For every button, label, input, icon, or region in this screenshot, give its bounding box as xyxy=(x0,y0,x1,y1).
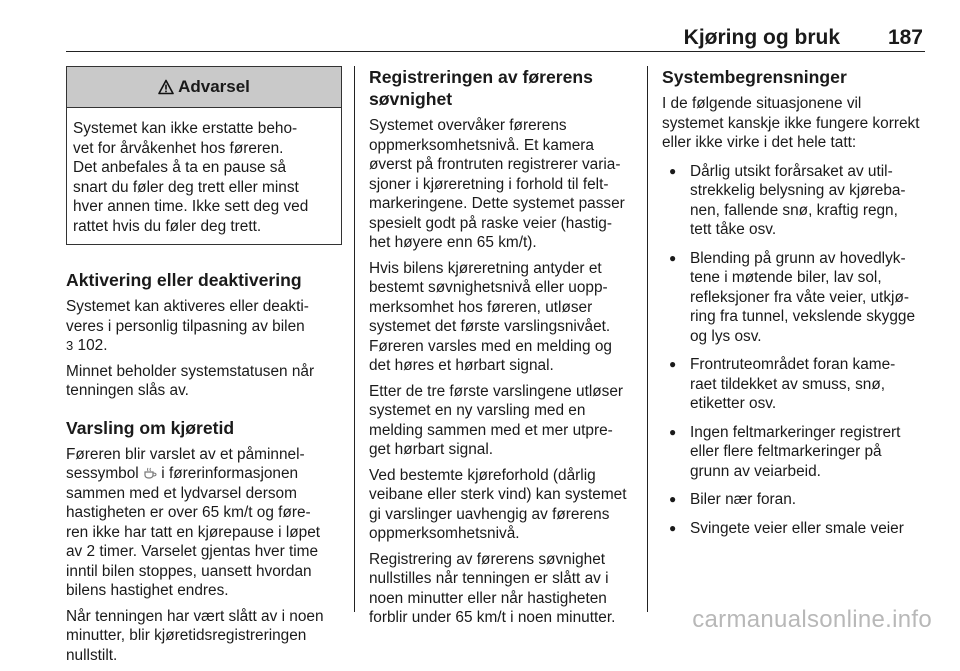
text-line: Føreren varsles med en melding og xyxy=(369,337,612,355)
section-heading-limitations: Systembegrensninger xyxy=(662,67,847,87)
column-right xyxy=(662,66,928,547)
text-line: Minnet beholder systemstatusen når xyxy=(66,362,315,380)
page-reference-link[interactable]: 102. xyxy=(73,337,108,354)
coffee-cup-icon xyxy=(143,467,157,479)
text-line: Føreren blir varslet av et påminnel- xyxy=(66,445,305,463)
text-fragment: i førerinformasjonen xyxy=(156,465,299,482)
text-line: Hvis bilens kjøreretning antyder et xyxy=(369,259,602,277)
heading-line: søvnighet xyxy=(369,89,453,109)
page-reference-arrow: 3 xyxy=(66,338,74,353)
text-line: melding sammen med et mer utpre- xyxy=(369,421,613,439)
text-line: det høres et hørbart signal. xyxy=(369,357,554,374)
text-line: forblir under 65 km/t i noen minutter. xyxy=(369,609,616,626)
warning-text xyxy=(67,108,341,244)
text-line: minutter, blir kjøretidsregistreringen xyxy=(66,627,307,644)
text-line: Systemet kan aktiveres eller deakti- xyxy=(66,298,309,315)
column-divider-right xyxy=(647,66,648,612)
text-line: ● Biler nær foran. xyxy=(690,491,797,508)
page-number: 187 xyxy=(887,26,923,49)
text-line: grunn av veiarbeid. xyxy=(690,462,821,480)
text-line: hver annen time. Ikke sett deg ved xyxy=(73,198,309,215)
memory-paragraph xyxy=(66,362,342,401)
text-line: Ved bestemte kjøreforhold (dårlig xyxy=(369,466,596,484)
column-divider-left xyxy=(354,66,355,612)
body-paragraph xyxy=(369,466,633,544)
text-line: og lys osv. xyxy=(690,327,762,345)
text-line: systemet kanskje ikke fungere korrekt xyxy=(662,114,920,132)
text-line: Systemet overvåker førerens xyxy=(369,117,567,134)
text-line: tenningen slås av. xyxy=(66,382,189,399)
reset-paragraph xyxy=(66,607,342,666)
text-line: ● Ingen feltmarkeringer registrert xyxy=(690,423,901,441)
text-line: sjoner i kjøreretning i forhold til felt- xyxy=(369,175,609,193)
text-line: strekkelig belysning av kjøreba- xyxy=(690,182,906,199)
text-line: veres i personlig tilpasning av bilen xyxy=(66,317,305,335)
column-left xyxy=(66,66,342,671)
limitations-list xyxy=(662,162,928,539)
body-paragraph xyxy=(369,259,633,376)
text-line: ren ikke har tatt en kjørepause i løpet xyxy=(66,523,321,541)
list-item xyxy=(662,423,928,482)
text-line: Det anbefales å ta en pause så xyxy=(73,159,287,176)
header-rule xyxy=(66,51,925,52)
warning-box xyxy=(66,66,342,245)
heading-line: Registreringen av førerens xyxy=(369,67,593,87)
body-paragraph xyxy=(369,550,633,628)
list-item xyxy=(662,490,928,510)
section-heading-activation: Aktivering eller deaktivering xyxy=(66,270,302,290)
text-line: eller flere feltmarkeringer på xyxy=(690,443,882,460)
text-line: ring fra tunnel, vekslende skygge xyxy=(690,308,916,325)
text-line: eller ikke virke i det hele tatt: xyxy=(662,134,857,151)
text-line: ● Svingete veier eller smale veier xyxy=(690,519,904,537)
text-line: inntil bilen stoppes, uansett hvordan xyxy=(66,562,312,580)
text-line: het høyere enn 65 km/t). xyxy=(369,234,537,251)
body-paragraph xyxy=(369,116,633,253)
text-line: sammen med et lydvarsel dersom xyxy=(66,484,297,502)
list-item xyxy=(662,519,928,539)
column-middle xyxy=(369,66,633,634)
body-paragraph xyxy=(369,382,633,460)
text-line: veibane eller sterk vind) kan systemet xyxy=(369,486,627,503)
text-line: Registrering av førerens søvnighet xyxy=(369,550,606,568)
section-heading-drowsiness xyxy=(369,66,633,110)
text-line: systemet det første varslingsnivået. xyxy=(369,318,611,335)
text-line: av 2 timer. Varselet gjentas hver time xyxy=(66,543,319,560)
text-line: etiketter osv. xyxy=(690,395,777,412)
warning-header xyxy=(67,67,341,108)
text-line: Etter de tre første varslingene utløser xyxy=(369,382,624,400)
text-line: vet for årvåkenhet hos føreren. xyxy=(73,139,284,157)
text-line: merksomhet hos føreren, utløser xyxy=(369,298,593,316)
chapter-title: Kjøring og bruk xyxy=(683,26,840,49)
text-line: ● Blending på grunn av hovedlyk- xyxy=(690,249,906,267)
text-line: øverst på frontruten registrerer varia- xyxy=(369,156,621,173)
text-line: nullstilt. xyxy=(66,646,118,664)
text-line: rattet hvis du føler deg trett. xyxy=(73,217,262,235)
text-line: raet tildekket av smuss, snø, xyxy=(690,375,886,393)
warning-icon xyxy=(158,79,174,95)
text-line: systemet en ny varsling med en xyxy=(369,402,586,419)
list-item xyxy=(662,162,928,240)
text-line: oppmerksomhetsnivå. xyxy=(369,525,520,542)
text-line: refleksjoner fra våte veier, utkjø- xyxy=(690,288,909,306)
text-line: bestemt søvnighetsnivå eller uopp- xyxy=(369,279,608,296)
text-line: nullstilles når tenningen er slått av i xyxy=(369,570,609,587)
text-line: oppmerksomhetsnivå. Et kamera xyxy=(369,136,594,154)
text-line: markeringene. Dette systemet passer xyxy=(369,195,625,212)
text-line: noen minutter eller når hastigheten xyxy=(369,589,607,607)
warning-title: Advarsel xyxy=(178,77,250,96)
text-line: hastigheten er over 65 km/t og føre- xyxy=(66,504,311,521)
list-item xyxy=(662,249,928,347)
text-line: bilens hastighet endres. xyxy=(66,582,229,599)
drowsiness-paragraphs xyxy=(369,116,633,628)
activation-paragraph xyxy=(66,297,342,356)
list-item xyxy=(662,355,928,414)
text-line xyxy=(66,336,342,356)
text-line: snart du føler deg trett eller minst xyxy=(73,178,299,196)
text-line: tett tåke osv. xyxy=(690,221,777,238)
text-line: Systemet kan ikke erstatte beho- xyxy=(73,120,298,137)
text-fragment: sessymbol xyxy=(66,465,143,482)
text-line: Når tenningen har vært slått av i noen xyxy=(66,607,324,625)
driving-time-paragraph xyxy=(66,445,342,601)
text-line: ● Dårlig utsikt forårsaket av util- xyxy=(690,162,893,180)
text-line: I de følgende situasjonene vil xyxy=(662,95,862,112)
section-heading-driving-time: Varsling om kjøretid xyxy=(66,417,235,438)
text-line xyxy=(66,464,342,484)
text-line: nen, fallende snø, kraftig regn, xyxy=(690,201,898,219)
limitations-intro xyxy=(662,94,928,153)
text-line: gi varslinger uavhengig av førerens xyxy=(369,505,610,523)
text-line: ● Frontruteområdet foran kame- xyxy=(690,356,896,373)
page-header xyxy=(0,0,960,52)
text-line: tene i møtende biler, lav sol, xyxy=(690,269,882,286)
text-line: get hørbart signal. xyxy=(369,441,494,458)
text-line: spesielt godt på raske veier (hastig- xyxy=(369,214,612,232)
watermark: carmanualsonline.info xyxy=(692,606,932,633)
